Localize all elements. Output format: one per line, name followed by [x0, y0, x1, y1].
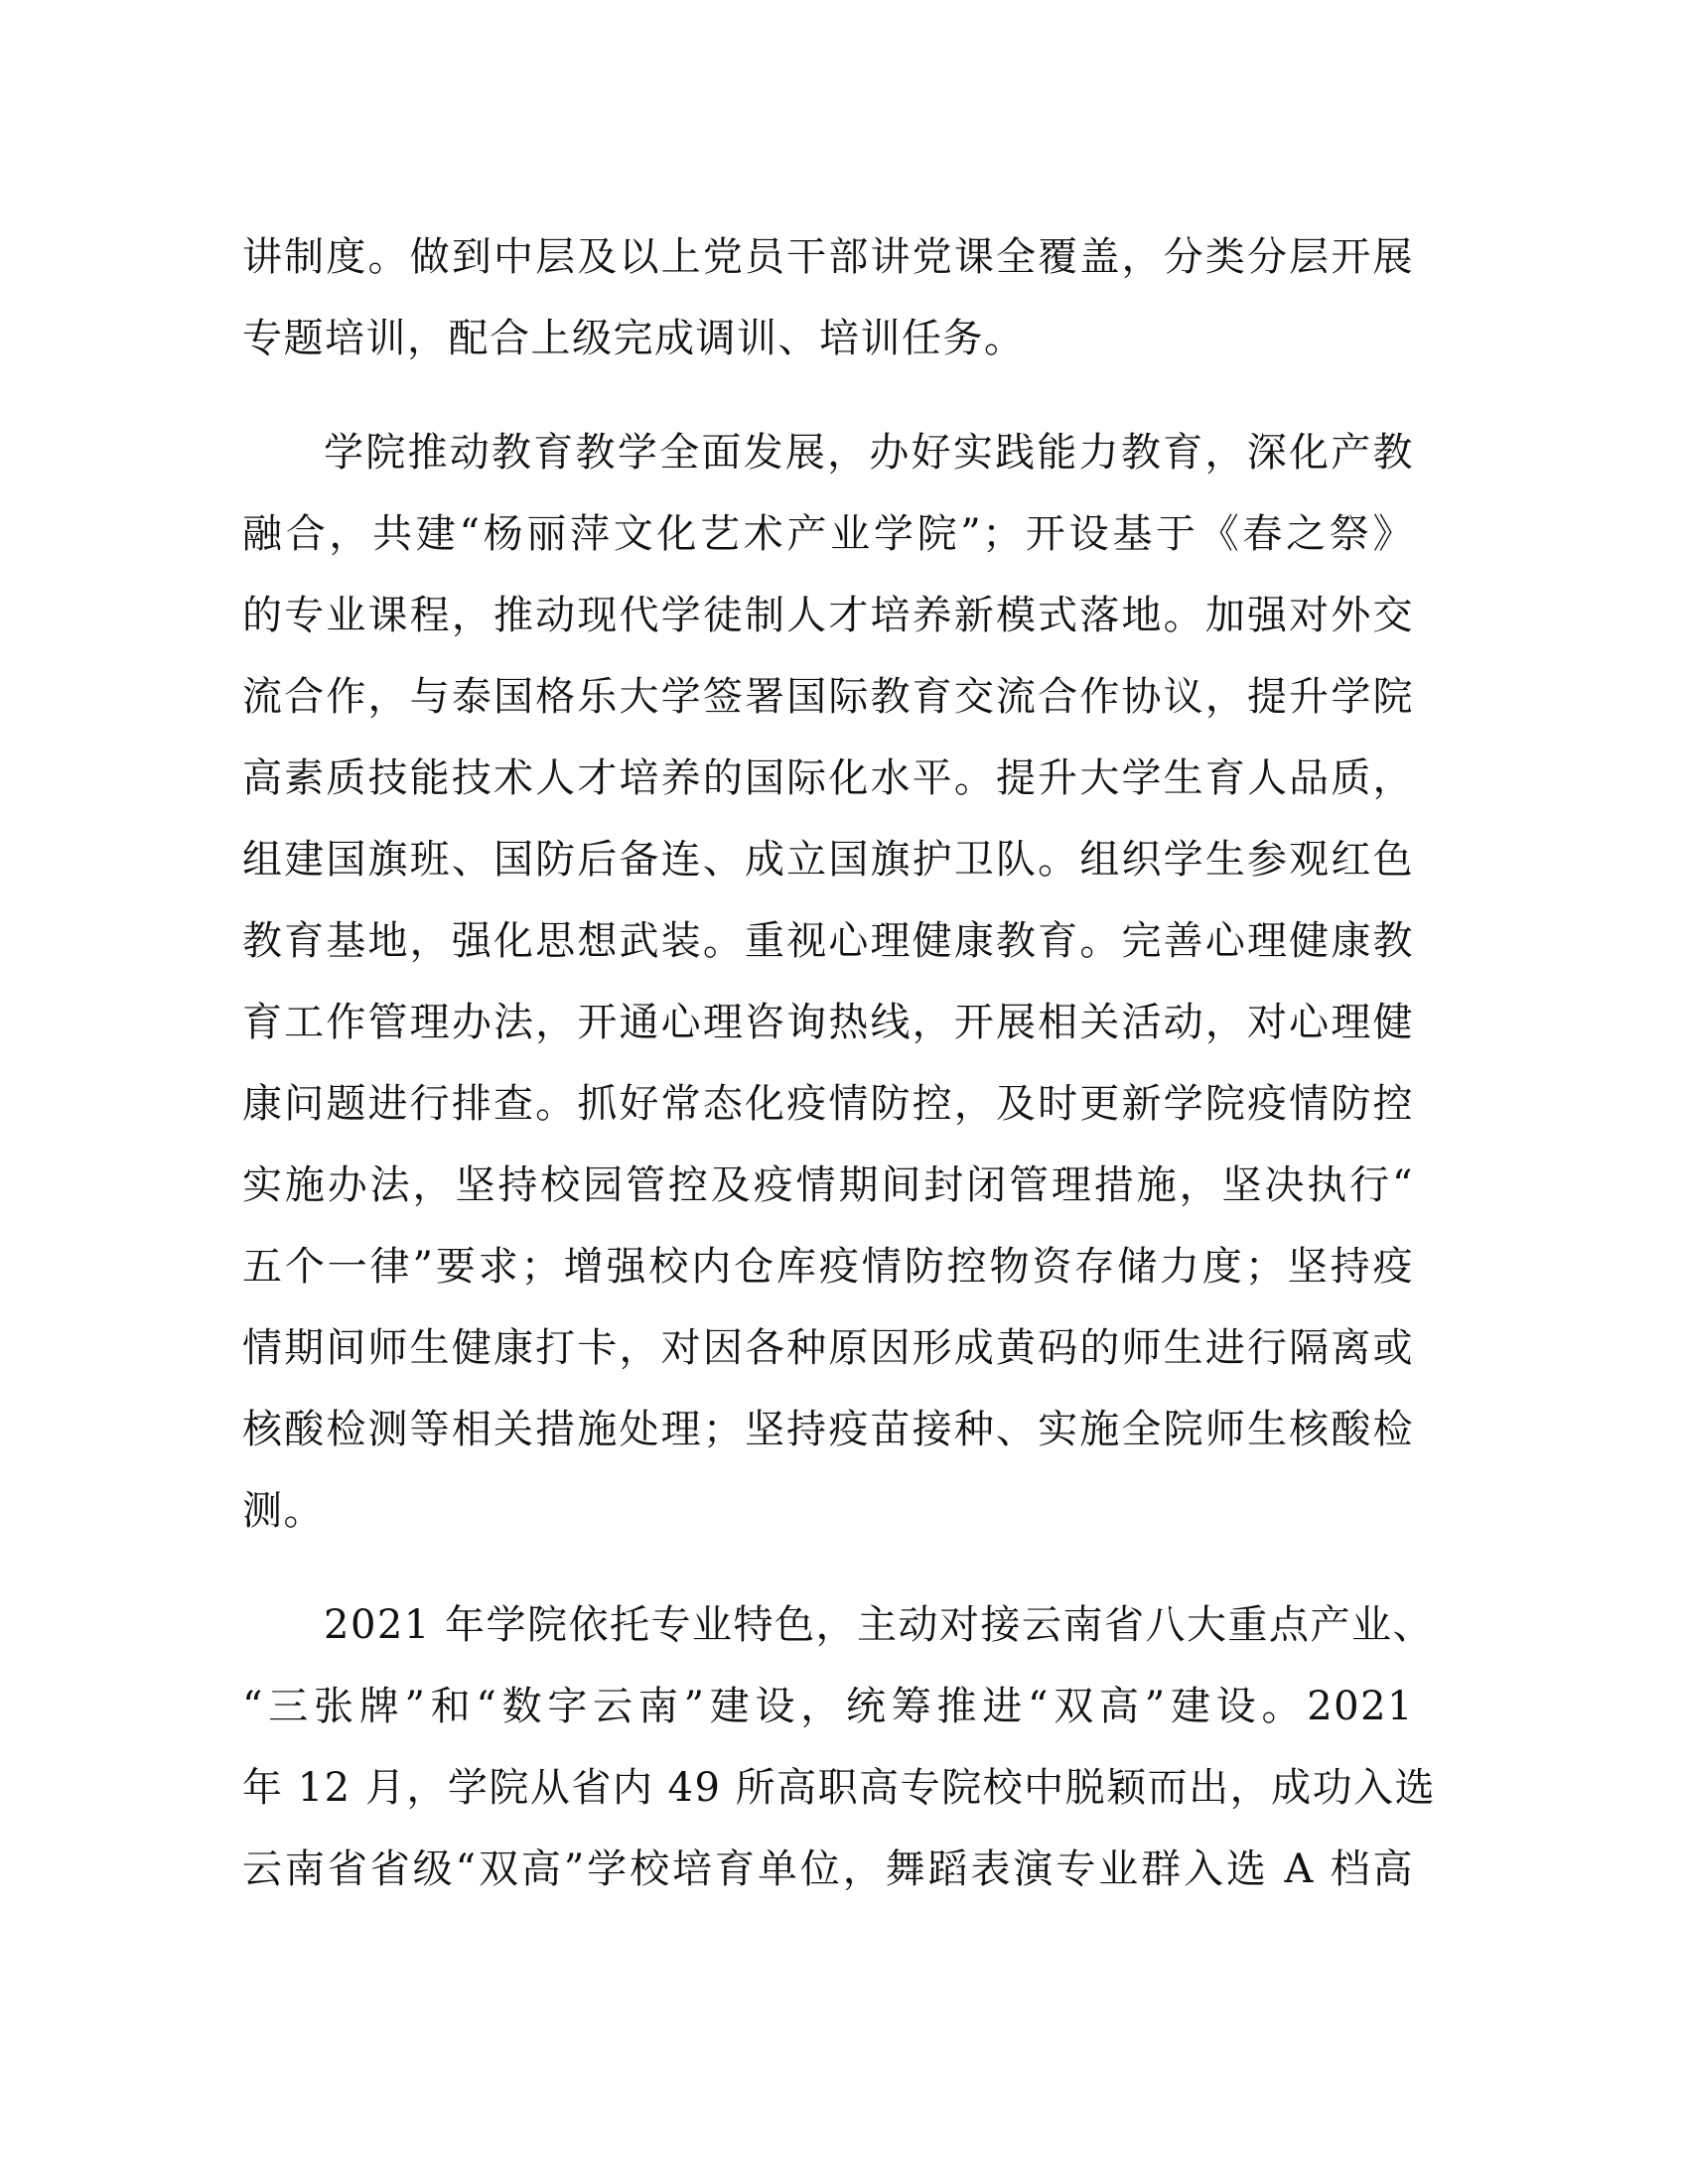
text-line: 学院推动教育教学全面发展，办好实践能力教育，深化产教	[324, 430, 1414, 476]
text-line: 的专业课程，推动现代学徒制人才培养新模式落地。加强对外交	[242, 593, 1414, 638]
text-line: 2021 年学院依托专业特色，主动对接云南省八大重点产业、	[324, 1602, 1435, 1648]
text-line: “三张牌”和“数字云南”建设，统筹推进“双高”建设。2021	[242, 1684, 1414, 1729]
paragraph-training	[242, 216, 1414, 379]
text-line: 育工作管理办法，开通心理咨询热线，开展相关活动，对心理健	[242, 1000, 1414, 1045]
text-line: 融合，共建“杨丽萍文化艺术产业学院”；开设基于《春之祭》	[242, 511, 1414, 557]
text-line: 组建国旗班、国防后备连、成立国旗护卫队。组织学生参观红色	[242, 837, 1414, 883]
paragraph-double-high	[242, 1584, 1437, 1910]
text-line: 教育基地，强化思想武装。重视心理健康教育。完善心理健康教	[242, 918, 1414, 964]
text-line: 讲制度。做到中层及以上党员干部讲党课全覆盖，分类分层开展	[242, 234, 1414, 280]
paragraph-education-development	[242, 412, 1414, 1552]
text-line: 云南省省级“双高”学校培育单位，舞蹈表演专业群入选 A 档高	[242, 1846, 1414, 1892]
text-line: 测。	[242, 1488, 325, 1534]
text-line: 情期间师生健康打卡，对因各种原因形成黄码的师生进行隔离或	[242, 1325, 1414, 1371]
text-line: 康问题进行排查。抓好常态化疫情防控，及时更新学院疫情防控	[242, 1081, 1414, 1127]
text-line: 高素质技能技术人才培养的国际化水平。提升大学生育人品质，	[242, 755, 1414, 801]
text-line: 流合作，与泰国格乐大学签署国际教育交流合作协议，提升学院	[242, 674, 1414, 720]
text-line: 专题培训，配合上级完成调训、培训任务。	[242, 316, 1026, 361]
text-line: 核酸检测等相关措施处理；坚持疫苗接种、实施全院师生核酸检	[242, 1407, 1414, 1452]
text-line: 五个一律”要求；增强校内仓库疫情防控物资存储力度；坚持疫	[242, 1244, 1414, 1290]
text-line: 年 12 月，学院从省内 49 所高职高专院校中脱颖而出，成功入选	[242, 1765, 1437, 1811]
text-line: 实施办法，坚持校园管控及疫情期间封闭管理措施，坚决执行“	[242, 1162, 1414, 1208]
